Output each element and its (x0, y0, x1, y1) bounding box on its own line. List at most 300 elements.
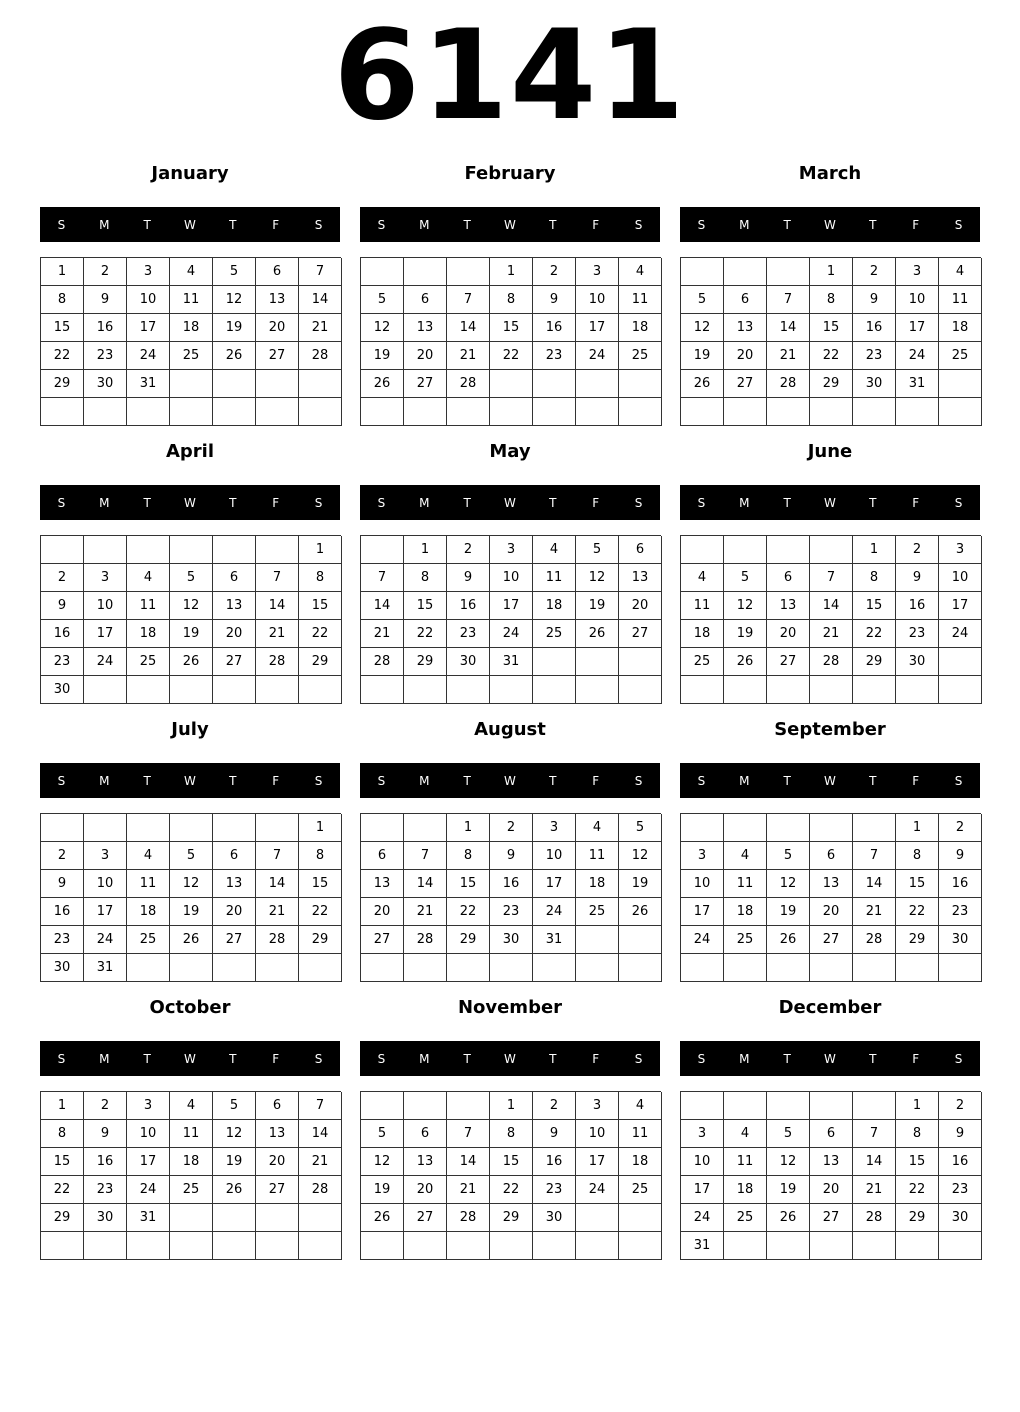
empty-day-cell (127, 814, 170, 842)
day-cell: 3 (939, 536, 982, 564)
weekday-label: W (504, 773, 516, 788)
day-cell: 18 (724, 898, 767, 926)
weekday-label: S (57, 495, 66, 510)
empty-day-cell (256, 398, 299, 426)
day-cell: 9 (533, 1120, 576, 1148)
day-cell: 20 (404, 1176, 447, 1204)
day-cell: 13 (213, 870, 256, 898)
weekday-header (40, 763, 340, 798)
day-cell: 29 (41, 1204, 84, 1232)
weekday-label: M (419, 495, 430, 510)
empty-day-cell (724, 814, 767, 842)
day-cell: 12 (724, 592, 767, 620)
day-cell: 20 (256, 1148, 299, 1176)
day-cell: 4 (533, 536, 576, 564)
empty-day-cell (533, 676, 576, 704)
day-cell: 2 (896, 536, 939, 564)
day-cell: 30 (939, 1204, 982, 1232)
day-cell: 12 (213, 286, 256, 314)
day-cell: 23 (853, 342, 896, 370)
day-cell: 27 (213, 926, 256, 954)
day-cell: 30 (853, 370, 896, 398)
day-cell: 22 (447, 898, 490, 926)
day-cell: 7 (256, 564, 299, 592)
empty-day-cell (404, 954, 447, 982)
empty-day-cell (767, 814, 810, 842)
day-cell: 4 (724, 1120, 767, 1148)
day-cell: 21 (299, 1148, 342, 1176)
empty-day-cell (619, 1232, 662, 1260)
weekday-label: M (419, 773, 430, 788)
day-cell: 26 (767, 926, 810, 954)
empty-day-cell (41, 814, 84, 842)
empty-day-cell (576, 676, 619, 704)
weekday-label: T (549, 1051, 557, 1066)
empty-day-cell (404, 1092, 447, 1120)
day-cell: 10 (576, 286, 619, 314)
day-cell: 30 (939, 926, 982, 954)
empty-day-cell (41, 398, 84, 426)
day-cell: 14 (447, 314, 490, 342)
weekday-label: F (912, 495, 920, 510)
empty-day-cell (299, 398, 342, 426)
day-cell: 19 (361, 1176, 404, 1204)
day-cell: 2 (939, 1092, 982, 1120)
day-cell: 15 (447, 870, 490, 898)
day-cell: 30 (490, 926, 533, 954)
empty-day-cell (299, 370, 342, 398)
day-cell: 8 (896, 1120, 939, 1148)
day-cell: 28 (361, 648, 404, 676)
day-cell: 24 (681, 926, 724, 954)
day-cell: 1 (896, 814, 939, 842)
empty-day-cell (84, 676, 127, 704)
weekday-label: S (377, 773, 386, 788)
empty-day-cell (127, 676, 170, 704)
day-cell: 27 (767, 648, 810, 676)
weekday-label: T (783, 773, 791, 788)
day-cell: 7 (447, 1120, 490, 1148)
day-cell: 21 (447, 1176, 490, 1204)
day-cell: 15 (896, 870, 939, 898)
weekday-label: T (229, 773, 237, 788)
day-cell: 21 (853, 898, 896, 926)
day-cell: 20 (256, 314, 299, 342)
day-cell: 1 (490, 1092, 533, 1120)
weekday-label: S (954, 1051, 963, 1066)
empty-day-cell (767, 1232, 810, 1260)
weekday-label: T (549, 217, 557, 232)
day-cell: 25 (127, 926, 170, 954)
day-cell: 2 (490, 814, 533, 842)
day-cell: 10 (576, 1120, 619, 1148)
day-cell: 20 (213, 620, 256, 648)
day-cell: 10 (127, 1120, 170, 1148)
day-cell: 8 (896, 842, 939, 870)
day-cell: 4 (576, 814, 619, 842)
empty-day-cell (810, 536, 853, 564)
day-cell: 6 (213, 842, 256, 870)
weekday-label: T (463, 217, 471, 232)
day-cell: 29 (404, 648, 447, 676)
weekday-header (680, 1041, 980, 1076)
day-cell: 1 (490, 258, 533, 286)
weekday-label: W (824, 1051, 836, 1066)
day-cell: 7 (404, 842, 447, 870)
day-cell: 9 (533, 286, 576, 314)
weekday-label: T (463, 773, 471, 788)
empty-day-cell (767, 676, 810, 704)
day-cell: 10 (127, 286, 170, 314)
day-cell: 13 (619, 564, 662, 592)
day-cell: 2 (533, 1092, 576, 1120)
day-cell: 8 (41, 1120, 84, 1148)
day-cell: 4 (724, 842, 767, 870)
empty-day-cell (490, 370, 533, 398)
weekday-label: S (377, 495, 386, 510)
day-cell: 31 (127, 370, 170, 398)
day-cell: 18 (939, 314, 982, 342)
empty-day-cell (724, 398, 767, 426)
empty-day-cell (361, 1232, 404, 1260)
day-grid (680, 1091, 981, 1260)
weekday-label: S (314, 1051, 323, 1066)
empty-day-cell (127, 1232, 170, 1260)
day-cell: 21 (256, 620, 299, 648)
day-cell: 31 (681, 1232, 724, 1260)
day-cell: 13 (767, 592, 810, 620)
day-cell: 11 (619, 286, 662, 314)
day-cell: 30 (41, 954, 84, 982)
day-cell: 19 (170, 898, 213, 926)
day-cell: 23 (939, 898, 982, 926)
empty-day-cell (810, 954, 853, 982)
day-cell: 16 (896, 592, 939, 620)
day-cell: 22 (810, 342, 853, 370)
day-cell: 17 (533, 870, 576, 898)
day-cell: 12 (681, 314, 724, 342)
empty-day-cell (533, 1232, 576, 1260)
empty-day-cell (170, 1204, 213, 1232)
day-cell: 27 (361, 926, 404, 954)
empty-day-cell (170, 954, 213, 982)
day-cell: 16 (447, 592, 490, 620)
day-cell: 23 (84, 1176, 127, 1204)
weekday-header (40, 1041, 340, 1076)
year-title: 6141 (333, 4, 687, 148)
empty-day-cell (447, 1092, 490, 1120)
empty-day-cell (896, 676, 939, 704)
day-cell: 3 (533, 814, 576, 842)
empty-day-cell (939, 954, 982, 982)
day-cell: 22 (896, 1176, 939, 1204)
empty-day-cell (84, 398, 127, 426)
day-cell: 26 (724, 648, 767, 676)
day-cell: 14 (299, 1120, 342, 1148)
empty-day-cell (853, 954, 896, 982)
day-cell: 23 (490, 898, 533, 926)
day-cell: 4 (127, 842, 170, 870)
empty-day-cell (361, 536, 404, 564)
empty-day-cell (810, 1092, 853, 1120)
day-cell: 15 (490, 314, 533, 342)
day-cell: 24 (84, 926, 127, 954)
empty-day-cell (724, 1232, 767, 1260)
day-cell: 16 (41, 898, 84, 926)
day-cell: 24 (84, 648, 127, 676)
weekday-label: S (377, 217, 386, 232)
weekday-label: T (229, 495, 237, 510)
day-cell: 20 (724, 342, 767, 370)
weekday-label: F (272, 217, 280, 232)
empty-day-cell (939, 398, 982, 426)
empty-day-cell (681, 814, 724, 842)
weekday-label: T (229, 1051, 237, 1066)
month-august (360, 716, 660, 994)
day-cell: 1 (41, 258, 84, 286)
day-cell: 4 (170, 258, 213, 286)
day-cell: 26 (767, 1204, 810, 1232)
day-cell: 21 (810, 620, 853, 648)
empty-day-cell (896, 1232, 939, 1260)
empty-day-cell (213, 814, 256, 842)
weekday-label: S (697, 1051, 706, 1066)
day-cell: 14 (404, 870, 447, 898)
month-name: February (464, 163, 556, 184)
empty-day-cell (853, 814, 896, 842)
day-cell: 31 (533, 926, 576, 954)
day-cell: 14 (853, 1148, 896, 1176)
day-cell: 3 (576, 258, 619, 286)
weekday-label: F (592, 217, 600, 232)
day-cell: 19 (213, 1148, 256, 1176)
weekday-label: S (954, 217, 963, 232)
day-cell: 3 (84, 564, 127, 592)
day-cell: 4 (619, 258, 662, 286)
day-cell: 29 (41, 370, 84, 398)
day-cell: 23 (84, 342, 127, 370)
day-cell: 12 (213, 1120, 256, 1148)
day-grid (360, 535, 661, 704)
month-name: September (774, 719, 886, 740)
day-cell: 10 (939, 564, 982, 592)
day-cell: 9 (84, 1120, 127, 1148)
month-name: January (151, 163, 229, 184)
day-cell: 16 (853, 314, 896, 342)
day-cell: 30 (84, 1204, 127, 1232)
day-cell: 6 (724, 286, 767, 314)
day-cell: 11 (724, 1148, 767, 1176)
empty-day-cell (619, 648, 662, 676)
day-cell: 16 (939, 870, 982, 898)
day-cell: 17 (576, 1148, 619, 1176)
empty-day-cell (213, 398, 256, 426)
day-cell: 21 (853, 1176, 896, 1204)
day-cell: 19 (170, 620, 213, 648)
empty-day-cell (724, 954, 767, 982)
empty-day-cell (619, 926, 662, 954)
day-cell: 23 (41, 926, 84, 954)
day-cell: 31 (896, 370, 939, 398)
day-cell: 8 (810, 286, 853, 314)
weekday-label: W (184, 1051, 196, 1066)
day-cell: 5 (213, 258, 256, 286)
day-cell: 18 (576, 870, 619, 898)
empty-day-cell (299, 1232, 342, 1260)
day-cell: 11 (939, 286, 982, 314)
day-cell: 1 (404, 536, 447, 564)
day-cell: 14 (256, 592, 299, 620)
empty-day-cell (939, 1232, 982, 1260)
day-cell: 27 (404, 1204, 447, 1232)
empty-day-cell (170, 536, 213, 564)
day-cell: 25 (724, 1204, 767, 1232)
empty-day-cell (767, 954, 810, 982)
day-cell: 13 (404, 314, 447, 342)
day-cell: 12 (361, 314, 404, 342)
day-cell: 5 (681, 286, 724, 314)
day-cell: 25 (619, 342, 662, 370)
day-cell: 10 (490, 564, 533, 592)
empty-day-cell (447, 398, 490, 426)
day-cell: 11 (127, 870, 170, 898)
day-cell: 25 (939, 342, 982, 370)
weekday-label: W (504, 217, 516, 232)
day-cell: 2 (939, 814, 982, 842)
empty-day-cell (84, 1232, 127, 1260)
day-cell: 6 (767, 564, 810, 592)
empty-day-cell (810, 814, 853, 842)
day-cell: 2 (84, 1092, 127, 1120)
day-cell: 27 (256, 1176, 299, 1204)
day-cell: 8 (41, 286, 84, 314)
day-cell: 17 (84, 898, 127, 926)
day-cell: 7 (361, 564, 404, 592)
day-cell: 17 (127, 1148, 170, 1176)
day-cell: 4 (127, 564, 170, 592)
weekday-label: M (739, 495, 750, 510)
weekday-label: T (869, 773, 877, 788)
empty-day-cell (576, 954, 619, 982)
day-cell: 5 (767, 842, 810, 870)
day-cell: 18 (724, 1176, 767, 1204)
month-january (40, 160, 340, 438)
day-grid (40, 257, 341, 426)
empty-day-cell (619, 398, 662, 426)
weekday-label: F (592, 495, 600, 510)
day-cell: 17 (576, 314, 619, 342)
month-name: June (807, 441, 853, 462)
empty-day-cell (619, 954, 662, 982)
day-cell: 21 (447, 342, 490, 370)
day-cell: 2 (853, 258, 896, 286)
empty-day-cell (361, 1092, 404, 1120)
day-cell: 1 (896, 1092, 939, 1120)
weekday-label: T (143, 495, 151, 510)
day-cell: 5 (576, 536, 619, 564)
day-cell: 26 (170, 648, 213, 676)
day-cell: 12 (170, 870, 213, 898)
weekday-label: M (419, 1051, 430, 1066)
day-cell: 25 (681, 648, 724, 676)
day-cell: 30 (896, 648, 939, 676)
empty-day-cell (447, 676, 490, 704)
weekday-label: F (592, 1051, 600, 1066)
day-cell: 31 (490, 648, 533, 676)
day-cell: 7 (767, 286, 810, 314)
weekday-label: T (549, 495, 557, 510)
day-cell: 19 (619, 870, 662, 898)
day-cell: 26 (170, 926, 213, 954)
day-cell: 25 (170, 342, 213, 370)
weekday-label: M (739, 773, 750, 788)
weekday-label: T (783, 217, 791, 232)
empty-day-cell (681, 258, 724, 286)
empty-day-cell (724, 536, 767, 564)
day-cell: 8 (299, 842, 342, 870)
weekday-label: T (549, 773, 557, 788)
weekday-label: M (739, 217, 750, 232)
day-cell: 6 (810, 1120, 853, 1148)
day-cell: 29 (896, 1204, 939, 1232)
day-cell: 3 (127, 1092, 170, 1120)
weekday-label: F (912, 217, 920, 232)
day-cell: 30 (41, 676, 84, 704)
day-cell: 26 (361, 1204, 404, 1232)
day-cell: 28 (853, 1204, 896, 1232)
month-september (680, 716, 980, 994)
day-cell: 9 (490, 842, 533, 870)
empty-day-cell (939, 676, 982, 704)
day-cell: 15 (810, 314, 853, 342)
weekday-label: T (143, 1051, 151, 1066)
day-cell: 17 (681, 1176, 724, 1204)
weekday-label: T (143, 773, 151, 788)
day-cell: 28 (256, 926, 299, 954)
empty-day-cell (404, 814, 447, 842)
month-november (360, 994, 660, 1272)
day-cell: 29 (299, 648, 342, 676)
day-cell: 20 (213, 898, 256, 926)
month-name: April (165, 441, 215, 462)
day-cell: 19 (724, 620, 767, 648)
weekday-header (360, 1041, 660, 1076)
day-cell: 20 (767, 620, 810, 648)
empty-day-cell (681, 398, 724, 426)
empty-day-cell (533, 398, 576, 426)
day-cell: 18 (619, 1148, 662, 1176)
empty-day-cell (404, 676, 447, 704)
empty-day-cell (404, 258, 447, 286)
day-grid (360, 1091, 661, 1260)
day-cell: 1 (853, 536, 896, 564)
day-cell: 24 (533, 898, 576, 926)
day-cell: 6 (810, 842, 853, 870)
weekday-label: F (272, 495, 280, 510)
empty-day-cell (896, 954, 939, 982)
day-cell: 28 (810, 648, 853, 676)
day-cell: 24 (127, 342, 170, 370)
weekday-label: F (272, 773, 280, 788)
empty-day-cell (447, 1232, 490, 1260)
day-cell: 13 (810, 1148, 853, 1176)
day-cell: 14 (361, 592, 404, 620)
day-cell: 3 (681, 1120, 724, 1148)
weekday-label: F (912, 1051, 920, 1066)
day-cell: 24 (681, 1204, 724, 1232)
day-cell: 16 (533, 1148, 576, 1176)
weekday-label: S (377, 1051, 386, 1066)
